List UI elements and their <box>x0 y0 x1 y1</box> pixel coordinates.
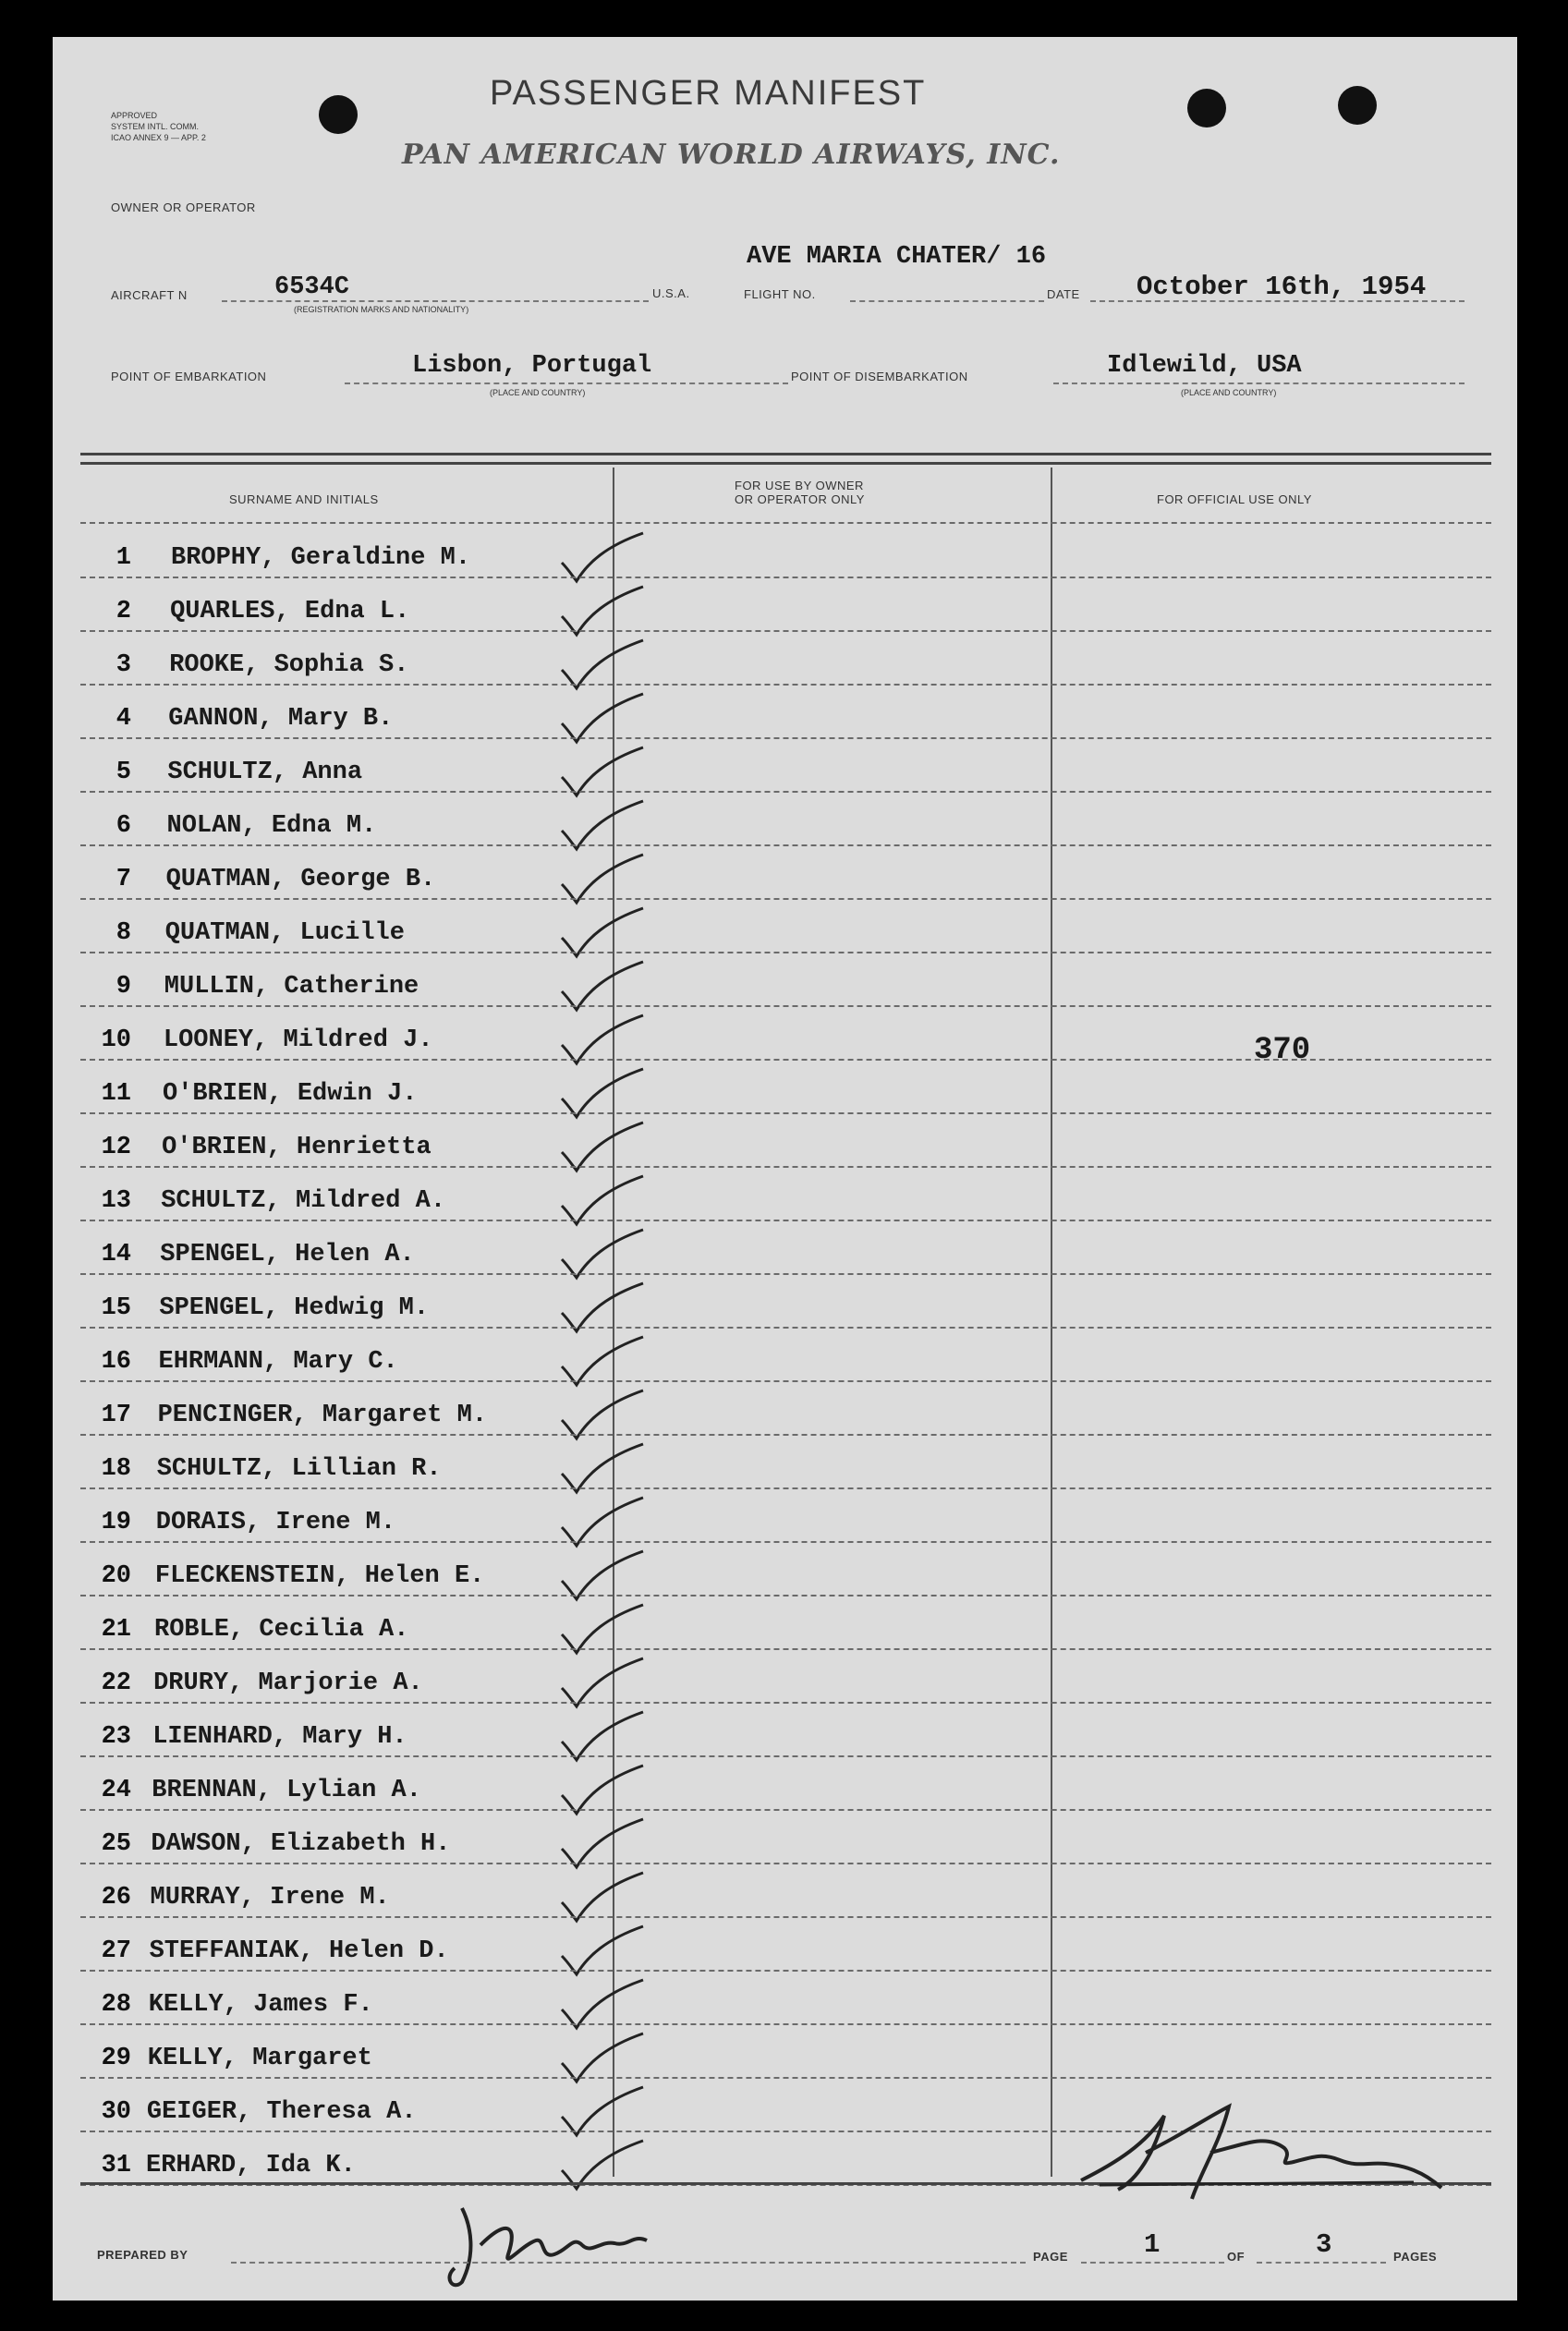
passenger-name: NOLAN, Edna M. <box>166 812 377 840</box>
table-top-rule <box>80 462 1491 465</box>
table-top-rule <box>80 453 1491 455</box>
passenger-name: KELLY, Margaret <box>147 2045 372 2072</box>
aircraft-value: 6534C <box>274 273 350 301</box>
passenger-name: BRENNAN, Lylian A. <box>152 1777 421 1804</box>
passenger-name: DORAIS, Irene M. <box>155 1509 396 1536</box>
embarkation-value: Lisbon, Portugal <box>412 352 652 380</box>
passenger-number: 3 <box>115 651 131 679</box>
passenger-number: 12 <box>101 1134 131 1161</box>
passenger-number: 27 <box>101 1937 131 1965</box>
header-divider <box>80 522 1491 524</box>
passenger-number: 15 <box>101 1294 131 1322</box>
row-divider <box>80 1970 1491 1972</box>
passenger-number: 4 <box>115 705 131 733</box>
row-divider <box>80 1702 1491 1704</box>
page-title: PASSENGER MANIFEST <box>490 74 927 113</box>
passenger-name: BROPHY, Geraldine M. <box>171 544 471 572</box>
row-divider <box>80 844 1491 846</box>
passenger-number: 2 <box>115 598 131 625</box>
column-header-owner-use: FOR USE BY OWNER <box>735 479 864 492</box>
disembarkation-caption: (PLACE AND COUNTRY) <box>1181 388 1277 397</box>
prepared-by-underline <box>231 2262 1026 2264</box>
passenger-number: 16 <box>101 1348 131 1376</box>
flight-label: FLIGHT NO. <box>744 287 816 301</box>
passenger-name: ROBLE, Cecilia A. <box>154 1616 409 1644</box>
row-divider <box>80 1916 1491 1918</box>
row-divider <box>80 1434 1491 1436</box>
passenger-name: DRURY, Marjorie A. <box>153 1669 423 1697</box>
passenger-number: 17 <box>101 1402 131 1429</box>
pages-label: PAGES <box>1393 2250 1438 2264</box>
passenger-name: O'BRIEN, Henrietta <box>162 1134 432 1161</box>
passenger-number: 13 <box>101 1187 131 1215</box>
passenger-name: SCHULTZ, Mildred A. <box>161 1187 446 1215</box>
passenger-name: QUATMAN, George B. <box>165 866 436 893</box>
operator-name: PAN AMERICAN WORLD AIRWAYS, INC. <box>402 139 1061 171</box>
date-value: October 16th, 1954 <box>1136 272 1427 302</box>
column-header-owner-use: OR OPERATOR ONLY <box>735 492 865 506</box>
row-divider <box>80 1005 1491 1007</box>
row-divider <box>80 1595 1491 1596</box>
row-divider <box>80 791 1491 793</box>
row-divider <box>80 1220 1491 1221</box>
prepared-by-label: PREPARED BY <box>97 2248 188 2262</box>
passenger-number: 11 <box>101 1080 131 1108</box>
row-divider <box>80 2023 1491 2025</box>
aircraft-caption: (REGISTRATION MARKS AND NATIONALITY) <box>294 305 469 314</box>
passenger-number: 21 <box>101 1616 131 1644</box>
embarkation-caption: (PLACE AND COUNTRY) <box>490 388 586 397</box>
passenger-number: 25 <box>101 1830 131 1858</box>
punch-hole <box>1338 86 1377 125</box>
embarkation-label: POINT OF EMBARKATION <box>111 370 267 383</box>
approval-line: ICAO ANNEX 9 — APP. 2 <box>111 133 206 142</box>
owner-label: OWNER OR OPERATOR <box>111 200 256 214</box>
passenger-number: 5 <box>115 759 131 786</box>
date-underline <box>1090 300 1465 302</box>
row-divider <box>80 630 1491 632</box>
passenger-number: 7 <box>115 866 131 893</box>
passenger-number: 22 <box>101 1669 131 1697</box>
row-divider <box>80 1273 1491 1275</box>
passenger-name: EHRMANN, Mary C. <box>158 1348 398 1376</box>
embarkation-underline <box>345 382 788 384</box>
row-divider <box>80 1863 1491 1864</box>
passenger-name: MURRAY, Irene M. <box>150 1884 390 1912</box>
passenger-number: 8 <box>115 919 131 947</box>
passenger-number: 23 <box>101 1723 131 1751</box>
passenger-number: 14 <box>101 1241 131 1269</box>
passenger-name: MULLIN, Catherine <box>164 973 419 1001</box>
punch-hole <box>1187 89 1226 127</box>
row-divider <box>80 898 1491 900</box>
disembarkation-label: POINT OF DISEMBARKATION <box>791 370 968 383</box>
punch-hole <box>319 95 358 134</box>
passenger-name: LOONEY, Mildred J. <box>163 1026 433 1054</box>
passenger-number: 26 <box>101 1884 131 1912</box>
official-signature <box>1063 2079 1451 2208</box>
passenger-name: ERHARD, Ida K. <box>146 2152 356 2179</box>
pages-underline <box>1257 2262 1386 2264</box>
column-header-surname: SURNAME AND INITIALS <box>229 492 379 506</box>
passenger-name: KELLY, James F. <box>148 1991 373 2019</box>
official-note: 370 <box>1254 1033 1311 1068</box>
preparer-signature <box>434 2190 693 2301</box>
passenger-name: SPENGEL, Helen A. <box>160 1241 415 1269</box>
aircraft-underline <box>222 300 649 302</box>
row-divider <box>80 737 1491 739</box>
passenger-name: SCHULTZ, Anna <box>167 759 363 786</box>
passenger-name: ROOKE, Sophia S. <box>169 651 409 679</box>
column-divider <box>1051 467 1052 2177</box>
passenger-name: GANNON, Mary B. <box>168 705 394 733</box>
row-divider <box>80 1166 1491 1168</box>
row-divider <box>80 1327 1491 1329</box>
passenger-name: GEIGER, Theresa A. <box>146 2098 417 2126</box>
passenger-number: 30 <box>101 2098 131 2126</box>
row-divider <box>80 577 1491 578</box>
passenger-name: QUATMAN, Lucille <box>164 919 405 947</box>
passenger-number: 29 <box>101 2045 131 2072</box>
passenger-name: PENCINGER, Margaret M. <box>157 1402 488 1429</box>
passenger-name: FLECKENSTEIN, Helen E. <box>154 1562 485 1590</box>
passenger-number: 9 <box>115 973 131 1001</box>
total-pages: 3 <box>1316 2229 1332 2260</box>
date-label: DATE <box>1047 287 1080 301</box>
passenger-number: 1 <box>115 544 131 572</box>
approval-line: APPROVED <box>111 111 158 120</box>
passenger-name: DAWSON, Elizabeth H. <box>151 1830 451 1858</box>
passenger-name: LIENHARD, Mary H. <box>152 1723 407 1751</box>
aircraft-label: AIRCRAFT N <box>111 288 188 302</box>
charter-note: AVE MARIA CHATER/ 16 <box>747 243 1047 271</box>
passenger-number: 28 <box>101 1991 131 2019</box>
page-label: PAGE <box>1033 2250 1068 2264</box>
passenger-number: 24 <box>101 1777 131 1804</box>
row-divider <box>80 1755 1491 1757</box>
row-divider <box>80 1809 1491 1811</box>
of-label: OF <box>1227 2250 1246 2264</box>
passenger-name: STEFFANIAK, Helen D. <box>149 1937 449 1965</box>
approval-line: SYSTEM INTL. COMM. <box>111 122 200 131</box>
row-divider <box>80 1112 1491 1114</box>
row-divider <box>80 684 1491 686</box>
column-header-official-use: FOR OFFICIAL USE ONLY <box>1157 492 1312 506</box>
passenger-number: 10 <box>101 1026 131 1054</box>
page-underline <box>1081 2262 1224 2264</box>
passenger-number: 18 <box>101 1455 131 1483</box>
usa-label: U.S.A. <box>652 286 690 300</box>
passenger-name: SPENGEL, Hedwig M. <box>159 1294 430 1322</box>
passenger-number: 6 <box>115 812 131 840</box>
passenger-name: SCHULTZ, Lillian R. <box>156 1455 442 1483</box>
flight-underline <box>850 300 1044 302</box>
passenger-number: 31 <box>101 2152 131 2179</box>
passenger-number: 19 <box>101 1509 131 1536</box>
row-divider <box>80 1648 1491 1650</box>
page-number: 1 <box>1144 2229 1161 2260</box>
row-divider <box>80 1487 1491 1489</box>
passenger-number: 20 <box>101 1562 131 1590</box>
row-divider <box>80 952 1491 953</box>
passenger-name: QUARLES, Edna L. <box>170 598 410 625</box>
disembarkation-value: Idlewild, USA <box>1107 352 1302 380</box>
row-divider <box>80 1541 1491 1543</box>
row-divider <box>80 1380 1491 1382</box>
passenger-name: O'BRIEN, Edwin J. <box>163 1080 418 1108</box>
disembarkation-underline <box>1053 382 1465 384</box>
